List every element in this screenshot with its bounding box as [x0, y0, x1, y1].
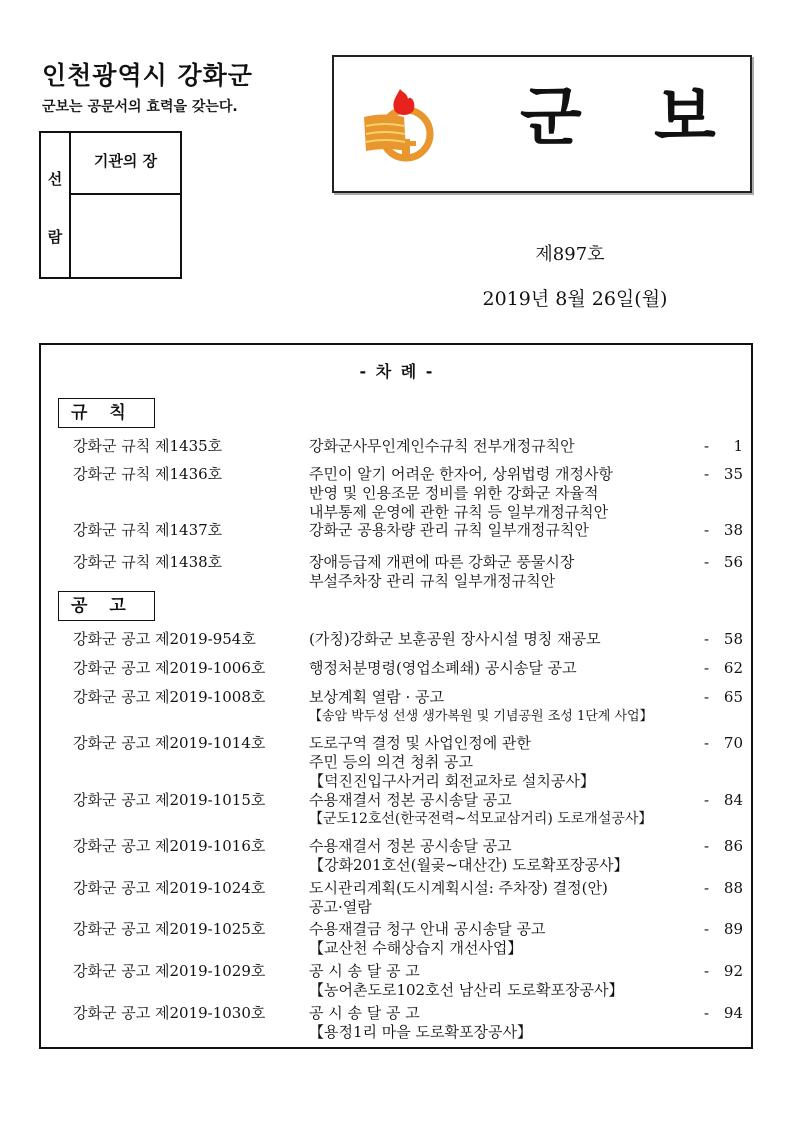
entry-number: 강화군 공고 제2019-1014호: [73, 734, 266, 752]
org-name: 인천광역시 강화군: [42, 61, 253, 90]
entry-page: 62: [723, 659, 743, 677]
review-side-top: 선: [47, 170, 63, 188]
entry-title: 행정처분명령(영업소폐쇄) 공시송달 공고: [309, 659, 577, 677]
entry-page: 89: [723, 920, 743, 938]
entry-number: 강화군 공고 제2019-1024호: [73, 879, 266, 897]
section-label-notices: 공고: [58, 591, 155, 621]
review-box: [39, 131, 182, 279]
entry-number: 강화군 공고 제2019-1006호: [73, 659, 266, 677]
entry-page: 92: [723, 962, 743, 980]
entry-number: 강화군 공고 제2019-1030호: [73, 1004, 266, 1022]
entry-page: 1: [733, 437, 743, 455]
entry-title: 강화군사무인계인수규칙 전부개정규칙안: [309, 437, 575, 455]
gazette-banner: [332, 55, 752, 193]
entry-title: 수용재결서 정본 공시송달 공고 【강화201호선(월곶~대산간) 도로확포장공사】: [309, 837, 629, 874]
entry-page: 35: [723, 465, 743, 483]
entry-title: 장애등급제 개편에 따른 강화군 풍물시장 부설주차장 관리 규칙 일부개정규칙안: [309, 553, 575, 590]
entry-number: 강화군 공고 제2019-1025호: [73, 920, 266, 938]
entry-page: 84: [723, 791, 743, 809]
entry-page: 38: [723, 521, 743, 539]
entry-page: 88: [723, 879, 743, 897]
entry-page: 58: [723, 630, 743, 648]
review-head-label: 기관의 장: [71, 133, 180, 195]
entry-title: 보상계획 열람 · 공고 【송암 박두성 선생 생가복원 및 기념공원 조성 1단계 사업】: [309, 688, 653, 724]
entry-title: (가칭)강화군 보훈공원 장사시설 명칭 재공모: [309, 630, 601, 648]
entry-title: 수용재결금 청구 안내 공시송달 공고 【교산천 수해상습지 개선사업】: [309, 920, 546, 957]
review-side: [41, 133, 71, 277]
entry-title: 주민이 알기 어려운 한자어, 상위법령 개정사항 반영 및 인용조문 정비를 위한 강화군 자율적 내부통제 운영에 관한 규칙 등 일부개정규칙안: [309, 465, 613, 521]
entry-number: 강화군 공고 제2019-1015호: [73, 791, 266, 809]
entry-title: 공 시 송 달 공 고 【용정1리 마을 도로확포장공사】: [309, 1004, 532, 1041]
review-side-bottom: 람: [47, 228, 63, 246]
toc-title: - 차 례 -: [359, 362, 433, 381]
tagline: 군보는 공문서의 효력을 갖는다.: [42, 99, 238, 115]
entry-page: 94: [723, 1004, 743, 1022]
entry-title: 도로구역 결정 및 사업인정에 관한 주민 등의 의견 청취 공고 【덕진진입구사거리 회전교차로 설치공사】: [309, 734, 595, 790]
table-of-contents: - 차 례 - 규칙 강화군 규칙 제1435호 강화군사무인계인수규칙 전부개정규칙안 - 1 강화군 규칙 제1436호 주민이 알기 어려운 한자어, 상위법령 개정사항 반영 및 인용조문 정비를 위한 강화군 자율적 내부통제 운영에 관한 규칙 등 일부개정규칙안 - 35 강화군 규칙 제1437호 강화군 공용차량 관리 규칙 일부개정규칙안 - 38 강화군 규칙 제1438호 장애등급제 개편에 따른 강화군 풍물시장 부설주차장 관리 규칙 일부개정규칙안 - 56 공고 강화군 공고 제2019-954호 (가칭)강화군 보훈공원 장사시설 명칭 재공모 - 58 강화군 공고 제2019-1006호 행정처분명령(영업소폐쇄) 공시송달 공고 - 62 강화군 공고 제2019-1008호 보상계획 열람 · 공고 【송암 박두성 선생 생가복원 및 기념공원 조성 1단계 사업】 - 65 강화군 공고 제2019-1014호 도로구역 결정 및 사업인정에 관한 주민 등의 의견 청취 공고 【덕진진입구사거리 회전교차로 설치공사】 - 70 강화군 공고 제2019-1015호 수용재결서 정본 공시송달 공고 【군도12호선(한국전력~석모교삼거리) 도로개설공사】 - 84 강화군 공고 제2019-1016호 수용재결서 정본 공시송달 공고 【강화201호선(월곶~대산간) 도로확포장공사】 - 86 강화군 공고 제2019-1024호 도시관리계획(도시계획시설: 주차장) 결정(안) 공고·열람 - 88 강화군 공고 제2019-1025호 수용재결금 청구 안내 공시송달 공고 【교산천 수해상습지 개선사업】 - 89 강화군 공고 제2019-1029호 공 시 송 달 공 고 【농어촌도로102호선 남산리 도로확포장공사】 - 92 강화군 공고 제2019-1030호 공 시 송 달 공 고 【용정1리 마을 도로확포장공사】 - 94: [39, 343, 753, 1049]
entry-number: 강화군 공고 제2019-1008호: [73, 688, 266, 706]
entry-number: 강화군 규칙 제1437호: [73, 521, 223, 539]
entry-number: 강화군 공고 제2019-1029호: [73, 962, 266, 980]
entry-title: 수용재결서 정본 공시송달 공고 【군도12호선(한국전력~석모교삼거리) 도로개설공사】: [309, 791, 653, 827]
issue-number: 제897호: [535, 244, 605, 265]
entry-page: 70: [723, 734, 743, 752]
entry-number: 강화군 규칙 제1436호: [73, 465, 223, 483]
entry-title: 도시관리계획(도시계획시설: 주차장) 결정(안) 공고·열람: [309, 879, 608, 916]
entry-number: 강화군 규칙 제1438호: [73, 553, 223, 571]
banner-char-gun: 군: [520, 81, 582, 155]
section-label-rules: 규칙: [58, 398, 155, 428]
entry-page: 86: [723, 837, 743, 855]
issue-date: 2019년 8월 26일(월): [482, 288, 668, 310]
entry-number: 강화군 공고 제2019-1016호: [73, 837, 266, 855]
entry-number: 강화군 공고 제2019-954호: [73, 630, 256, 648]
entry-title: 공 시 송 달 공 고 【농어촌도로102호선 남산리 도로확포장공사】: [309, 962, 624, 999]
entry-number: 강화군 규칙 제1435호: [73, 437, 223, 455]
entry-title: 강화군 공용차량 관리 규칙 일부개정규칙안: [309, 521, 589, 539]
entry-page: 65: [723, 688, 743, 706]
ganghwa-emblem-icon: [356, 79, 446, 169]
entry-page: 56: [723, 553, 743, 571]
banner-char-bo: 보: [654, 81, 716, 155]
